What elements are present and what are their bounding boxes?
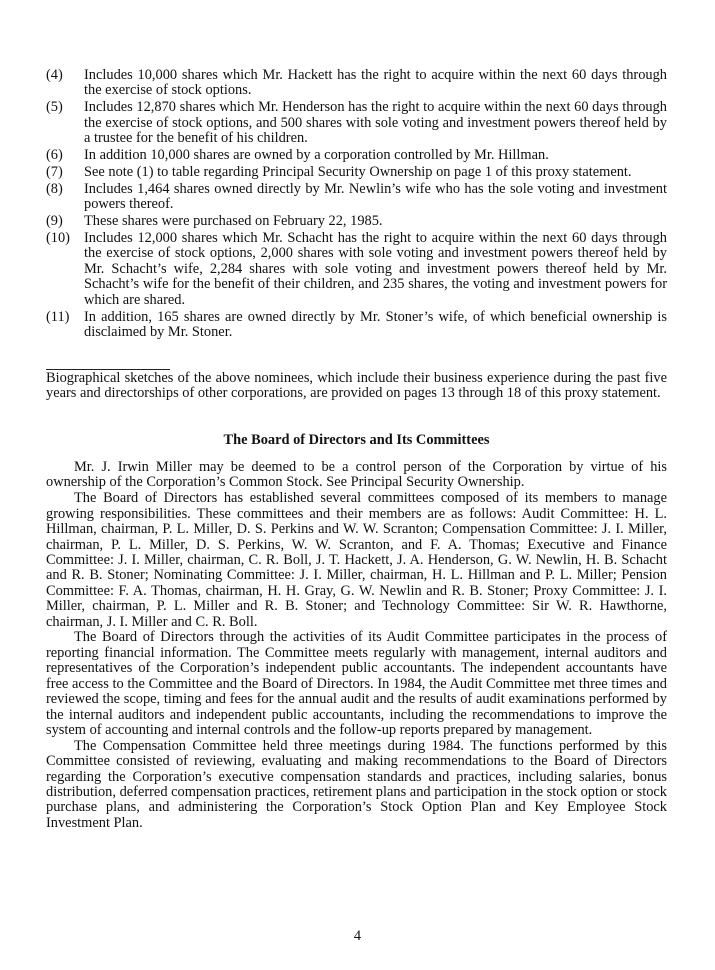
footnote: [46, 100, 667, 146]
footnote-number: (4): [46, 67, 63, 83]
footnote: [46, 231, 667, 308]
footnote-text: These shares were purchased on February 22, 1985.: [84, 213, 383, 230]
footnote: [46, 182, 667, 213]
footnote: [46, 165, 667, 180]
body-paragraph: The Board of Directors has established several committees composed of its members to manage growing responsibilities. These committees and their members are as follows: Audit Committee: H. L. Hillman, chairman, P. L. Miller, D. S. Perkins and W. W. Scranton; Compensation Committee: J. I. Miller, chairman, P. L. Miller, D. S. Perkins, W. W. Scranton, and F. A. Thomas; Executive and Finance Committee: J. I. Miller, chairman, C. R. Boll, J. T. Hackett, J. A. Henderson, G. W. Newlin, H. B. Schacht and R. B. Stoner; Nominating Committee: J. I. Miller, chairman, H. L. Hillman and P. L. Miller; Pension Committee: F. A. Thomas, chairman, H. H. Gray, G. W. Newlin and R. B. Stoner; Proxy Committee: J. I. Miller, chairman, P. L. Miller and R. B. Stoner; and Technology Committee: Sir W. R. Hawthorne, chairman, J. I. Miller and C. R. Boll.: [46, 490, 667, 630]
footnote-text: Includes 1,464 shares owned directly by Mr. Newlin’s wife who has the sole voting and investment powers thereof.: [84, 180, 667, 213]
body-paragraph: The Compensation Committee held three meetings during 1984. The functions performed by this Committee consisted of reviewing, evaluating and making recommendations to the Board of Directors regarding the Corporation’s executive compensation standards and practices, including salaries, bonus distribution, deferred compensation practices, retirement plans and participation in the stock option or stock purchase plans, and administering the Corporation’s Stock Option Plan and Key Employee Stock Investment Plan.: [46, 737, 667, 831]
footnote: [46, 310, 667, 341]
footnote: [46, 148, 667, 163]
footnote-text: See note (1) to table regarding Principal Security Ownership on page 1 of this proxy statement.: [84, 163, 632, 180]
footnote-number: (10): [46, 230, 70, 247]
footnote-text: Includes 12,870 shares which Mr. Henderson has the right to acquire within the next 60 days through the exercise of stock options, and 500 shares with sole voting and investment powers thereof held by a trustee for the benefit of his children.: [84, 99, 667, 147]
footnote-number: (7): [46, 163, 63, 180]
biographical-note: Biographical sketches of the above nominees, which include their business experience during the past five years and directorships of other corporations, are provided on pages 13 through 18 of this proxy statement.: [46, 370, 667, 402]
page-number: 4: [353, 928, 362, 944]
footnotes-list: [46, 68, 667, 342]
footnote-number: (9): [46, 213, 63, 230]
footnote-text: Includes 10,000 shares which Mr. Hackett has the right to acquire within the next 60 days through the exercise of stock options.: [84, 67, 667, 99]
footnote-number: (8): [46, 180, 63, 197]
section-heading: The Board of Directors and Its Committees: [223, 432, 490, 448]
footnote-text: In addition 10,000 shares are owned by a corporation controlled by Mr. Hillman.: [84, 147, 549, 164]
body-paragraph: The Board of Directors through the activities of its Audit Committee participates in the process of reporting financial information. The Committee meets regularly with management, internal auditors and representatives of the Corporation’s independent public accountants. The independent accountants have free access to the Committee and the Board of Directors. In 1984, the Audit Committee met three times and reviewed the scope, timing and fees for the annual audit and the results of audit examinations performed by the internal auditors and independent public accountants, including the recommendations to improve the system of accounting and internal controls and the follow-up reports prepared by management.: [46, 629, 667, 738]
footnote: [46, 68, 667, 99]
section-body: [46, 460, 667, 832]
footnote-number: (11): [46, 308, 70, 325]
footnote-text: In addition, 165 shares are owned directly by Mr. Stoner’s wife, of which beneficial ownership is disclaimed by Mr. Stoner.: [84, 308, 667, 340]
footnote-number: (6): [46, 147, 63, 164]
body-paragraph: Mr. J. Irwin Miller may be deemed to be a control person of the Corporation by virtue of his ownership of the Corporation’s Common Stock. See Principal Security Ownership.: [46, 459, 667, 491]
footnote: [46, 214, 667, 229]
footnote-number: (5): [46, 99, 63, 116]
footnote-text: Includes 12,000 shares which Mr. Schacht has the right to acquire within the next 60 days through the exercise of stock options, 2,000 shares with sole voting and investment powers thereof held by Mr. Schacht’s wife, 2,284 shares with sole voting and investment powers thereof held by Mr. Schacht’s wife for the benefit of their children, and 235 shares, the voting and investment powers for which are shared.: [84, 230, 667, 308]
